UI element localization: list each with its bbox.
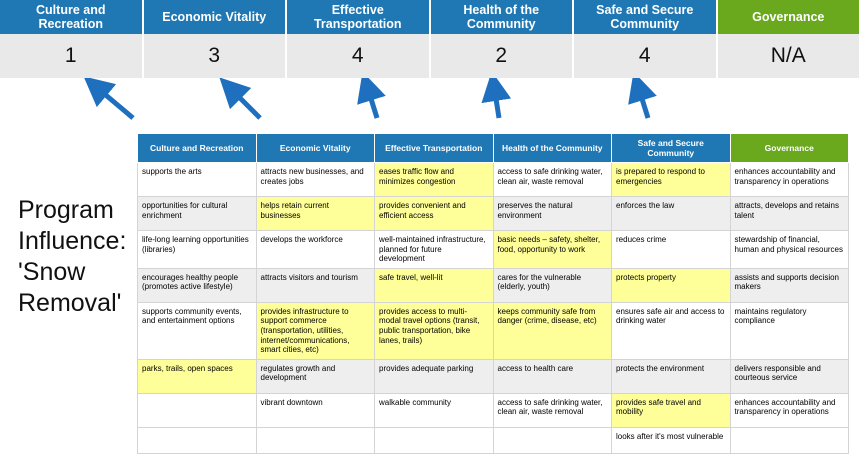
- matrix-cell: enhances accountability and transparency in operations: [730, 163, 849, 197]
- matrix-cell: encourages healthy people (promotes active lifestyle): [138, 268, 257, 302]
- matrix-cell: opportunities for cultural enrichment: [138, 197, 257, 231]
- arrow-up-left-1: [95, 86, 133, 118]
- matrix-cell: maintains regulatory compliance: [730, 302, 849, 359]
- matrix-header-health-of-the-community: Health of the Community: [493, 134, 612, 163]
- matrix-cell: attracts visitors and tourism: [256, 268, 375, 302]
- header-label: Effective Transportation: [313, 3, 402, 31]
- matrix-cell: develops the workforce: [256, 231, 375, 269]
- header-cell-culture-and-recreation: [0, 0, 144, 34]
- arrow-up-left-2: [230, 88, 260, 118]
- table-row: [138, 359, 849, 393]
- matrix-cell: access to safe drinking water, clean air, waste removal: [493, 393, 612, 427]
- header-label: Economic Vitality: [162, 10, 267, 24]
- header-cell-effective-transportation: [287, 0, 431, 34]
- matrix-cell: delivers responsible and courteous service: [730, 359, 849, 393]
- scorecard-score-row: [0, 34, 859, 78]
- score-safe-and-secure-community: 4: [574, 34, 718, 78]
- matrix-cell: vibrant downtown: [256, 393, 375, 427]
- matrix-cell: attracts new businesses, and creates jobs: [256, 163, 375, 197]
- matrix-cell: access to safe drinking water, clean air, waste removal: [493, 163, 612, 197]
- matrix-cell: life-long learning opportunities (libraries): [138, 231, 257, 269]
- table-row: [138, 427, 849, 453]
- matrix-cell: assists and supports decision makers: [730, 268, 849, 302]
- matrix-header-culture-and-recreation: Culture and Recreation: [138, 134, 257, 163]
- matrix-cell: regulates growth and development: [256, 359, 375, 393]
- matrix-cell: ensures safe air and access to drinking water: [612, 302, 731, 359]
- matrix-cell: enhances accountability and transparency in operations: [730, 393, 849, 427]
- matrix-cell: reduces crime: [612, 231, 731, 269]
- header-label: Culture and Recreation: [36, 3, 106, 31]
- arrow-up-left-4: [494, 86, 499, 118]
- matrix-cell: provides convenient and efficient access: [375, 197, 494, 231]
- score-culture-and-recreation: 1: [0, 34, 144, 78]
- table-row: [138, 393, 849, 427]
- matrix-cell: eases traffic flow and minimizes congestion: [375, 163, 494, 197]
- matrix-cell: provides safe travel and mobility: [612, 393, 731, 427]
- matrix-header-governance: Governance: [730, 134, 849, 163]
- header-cell-health-of-the-community: [431, 0, 575, 34]
- matrix-cell: supports community events, and entertainment options: [138, 302, 257, 359]
- matrix-cell: stewardship of financial, human and physical resources: [730, 231, 849, 269]
- matrix-cell: protects the environment: [612, 359, 731, 393]
- header-cell-governance: [718, 0, 859, 34]
- matrix-cell: is prepared to respond to emergencies: [612, 163, 731, 197]
- matrix-cell: [138, 427, 257, 453]
- matrix-cell: keeps community safe from danger (crime, disease, etc): [493, 302, 612, 359]
- score-health-of-the-community: 2: [431, 34, 575, 78]
- matrix-cell: [256, 427, 375, 453]
- matrix-cell: [138, 393, 257, 427]
- header-cell-safe-and-secure-community: [574, 0, 718, 34]
- matrix-cell: cares for the vulnerable (elderly, youth): [493, 268, 612, 302]
- table-row: [138, 302, 849, 359]
- matrix-cell: provides adequate parking: [375, 359, 494, 393]
- matrix-header-effective-transportation: Effective Transportation: [375, 134, 494, 163]
- header-label: Health of the Community: [463, 3, 540, 31]
- header-label: Safe and Secure Community: [596, 3, 694, 31]
- matrix-cell: [493, 427, 612, 453]
- scorecard-header-band: [0, 0, 859, 78]
- matrix-cell: [375, 427, 494, 453]
- table-row: [138, 197, 849, 231]
- matrix-cell: provides access to multi-modal travel options (transit, public transportation, bike lanes, trails): [375, 302, 494, 359]
- matrix-cell: protects property: [612, 268, 731, 302]
- matrix-cell: provides infrastructure to support commerce (transportation, utilities, internet/communications, smart cities, etc): [256, 302, 375, 359]
- matrix-header-safe-and-secure-community: Safe and Secure Community: [612, 134, 731, 163]
- matrix-header-row: [138, 134, 849, 163]
- header-label: Governance: [752, 10, 825, 24]
- influence-matrix-table: [137, 133, 849, 454]
- program-influence-caption: Program Influence: 'Snow Removal': [18, 196, 127, 317]
- table-row: [138, 163, 849, 197]
- matrix-cell: well-maintained infrastructure, planned for future development: [375, 231, 494, 269]
- table-row: [138, 231, 849, 269]
- arrow-up-left-3: [367, 86, 377, 118]
- matrix-cell: preserves the natural environment: [493, 197, 612, 231]
- score-effective-transportation: 4: [287, 34, 431, 78]
- matrix-cell: parks, trails, open spaces: [138, 359, 257, 393]
- matrix-cell: safe travel, well-lit: [375, 268, 494, 302]
- matrix-cell: walkable community: [375, 393, 494, 427]
- table-row: [138, 268, 849, 302]
- matrix-cell: supports the arts: [138, 163, 257, 197]
- matrix-cell: helps retain current businesses: [256, 197, 375, 231]
- header-cell-economic-vitality: [144, 0, 288, 34]
- matrix-cell: attracts, develops and retains talent: [730, 197, 849, 231]
- matrix-header-economic-vitality: Economic Vitality: [256, 134, 375, 163]
- matrix-cell: looks after it's most vulnerable: [612, 427, 731, 453]
- arrow-up-left-5: [638, 86, 648, 118]
- arrows-layer: [0, 78, 859, 133]
- matrix-cell: access to health care: [493, 359, 612, 393]
- scorecard-header-row: [0, 0, 859, 34]
- score-governance: N/A: [770, 44, 806, 67]
- matrix-cell: basic needs – safety, shelter, food, opportunity to work: [493, 231, 612, 269]
- matrix-cell: [730, 427, 849, 453]
- score-economic-vitality: 3: [144, 34, 288, 78]
- matrix-cell: enforces the law: [612, 197, 731, 231]
